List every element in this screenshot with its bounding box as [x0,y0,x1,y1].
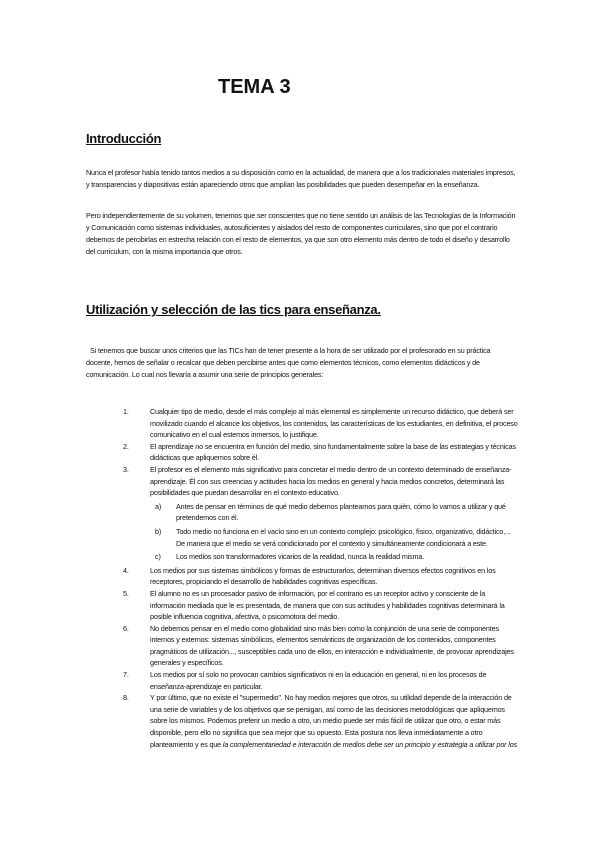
sub-list-item-letter: c) [155,552,161,562]
sub-list-item-letter: b) [155,526,162,536]
sub-list-item [150,501,520,524]
list-item-italic-text: la complementariedad e interacción de medios debe ser un principio y estrategia a utilizar por los [222,739,518,749]
sub-list-item [150,526,520,549]
list-item-number: 1. [123,407,129,416]
sub-list-item-text: Todo medio no funciona en el vacío sino en un contexto complejo: psicológico, físico, organizativo, didáctico,... De manera que el medio se verá condicionado por el contexto y simultáneamente condicionará a este. [176,526,511,548]
list-item [109,692,520,750]
list-item [109,588,520,623]
list-item-number: 3. [123,464,129,474]
list-item-number: 2. [123,441,129,451]
sub-list-item-text: Antes de pensar en términos de qué medio debemos plantearnos para quién, cómo lo vamos a utilizar y qué pretendemos con él. [176,501,506,523]
list-item-text: Y por último, que no existe el "supermedio". No hay medios mejores que otros, su utilidad depende de la interacción de una serie de variables y de los objetivos que se persigan, así como de las decisiones metodológicas que apliquemos sobre los mismos. Podemos preferir un medio a otro, un medio puede ser más fácil de utilizar que otro, o estar más disponible, pero ello no significa que sea mejor que su opuesto. Esta postura nos lleva inmediatamente a otro planteamiento y es que [150,693,512,749]
list-item [109,406,520,441]
list-item [113,565,520,588]
list-item-number: 7. [123,670,129,680]
sub-list-item-text: Los medios son transformadores vicarios de la realidad, nunca la realidad misma. [176,552,425,562]
section2-heading [86,302,381,317]
sub-list [150,501,520,563]
list-item-text: Los medios por sus sistemas simbólicos y formas de estructurarlos, determinan diversos efectos cognitivos en los receptores, propiciando el desarrollo de habilidades cognitivas específicas. [150,565,496,587]
intro-paragraph-1: Nunca el profesor había tenido tantos medios a su disposición como en la actualidad, de manera que a los tradicionales materiales impresos, y transparencias y diapositivas están apareciendo otros que amplían las posibilidades que pueden desempeñar en la enseñanza. [86,168,516,189]
list-item [109,464,520,563]
list-item-text: No debemos pensar en el medio como globalidad sino más bien como la conjunción de una serie de componentes internos y externos: sistemas simbólicos, elementos semánticos de organización de los contenidos, componentes pragmáticos de utilización..., susceptibles cada uno de ellos, en interacción e individualmente, de provocar aprendizajes generales y específicos. [150,623,514,668]
list-item-number: 5. [123,588,129,598]
list-item-number: 8. [123,693,129,703]
list-item-text: El profesor es el elemento más significativo para concretar el medio dentro de un contexto determinado de enseñanza-aprendizaje. Él con sus creencias y actitudes hacia los medios en general y hacia medios concretos, determinará las posibilidades que puedan desarrollar en el contexto educativo. [150,464,512,498]
list-item-text: El aprendizaje no se encuentra en función del medio, sino fundamentalmente sobre la base de las estrategias y técnicas didácticas que apliquemos sobre él. [150,441,516,463]
principles-list [123,406,520,750]
list-item-text: Cualquier tipo de medio, desde el más complejo al más elemental es simplemente un recurso didáctico, que deberá ser movilizado cuando el alcance los objetivos, los contenidos, las características de los estudiantes, en definitiva, el proceso comunicativo en el cual estemos inmersos, lo justifique. [150,407,518,440]
section2-heading-period: . [377,302,381,317]
list-item-number: 4. [123,565,129,575]
section2-intro: Si tenemos que buscar unos criterios que las TICs han de tener presente a la hora de ser utilizado por el profesorado en su práctica docente, hemos de señalar o recalcar que deben percibirse antes que como elementos técnicos, como elementos didácticos y de comunicación. Lo cual nos llevaría a asumir una serie de principios generales: [86,346,491,379]
intro-paragraph-2: Pero independientemente de su volumen, tenemos que ser conscientes que no tiene sentido un análisis de las Tecnologías de la Información y Comunicación como sistemas individuales, autosuficientes y aislados del resto de componentes curriculares, sino que por el contrario debemos de percibirlas en estrecha relación con el resto de elementos, ya que son otro elemento más dentro de todo el diseño y desarrollo del curriculum, con la misma importancia que otros. [86,211,516,256]
list-item-text: El alumno no es un procesador pasivo de información, por el contrario es un receptor activo y consciente de la información mediada que le es presentada, de manera que con sus actitudes y habilidades cognitivas determinará la posible influencia cognitiva, afectiva, o psicomotora del medio. [150,588,505,622]
sub-list-item-letter: a) [155,501,162,511]
list-item [109,623,520,669]
list-item [109,669,520,692]
list-item-text: Los medios por sí solo no provocan cambios significativos ni en la educación en general, ni en los procesos de enseñanza-aprendizaje en particular. [150,670,487,691]
section2-heading-text: Utilización y selección de las tics para enseñanza [86,302,378,317]
page-title: TEMA 3 [218,76,291,98]
intro-heading: Introducción [86,131,162,146]
list-item-number: 6. [123,623,129,633]
sub-list-item [150,551,520,563]
list-item [109,441,520,464]
